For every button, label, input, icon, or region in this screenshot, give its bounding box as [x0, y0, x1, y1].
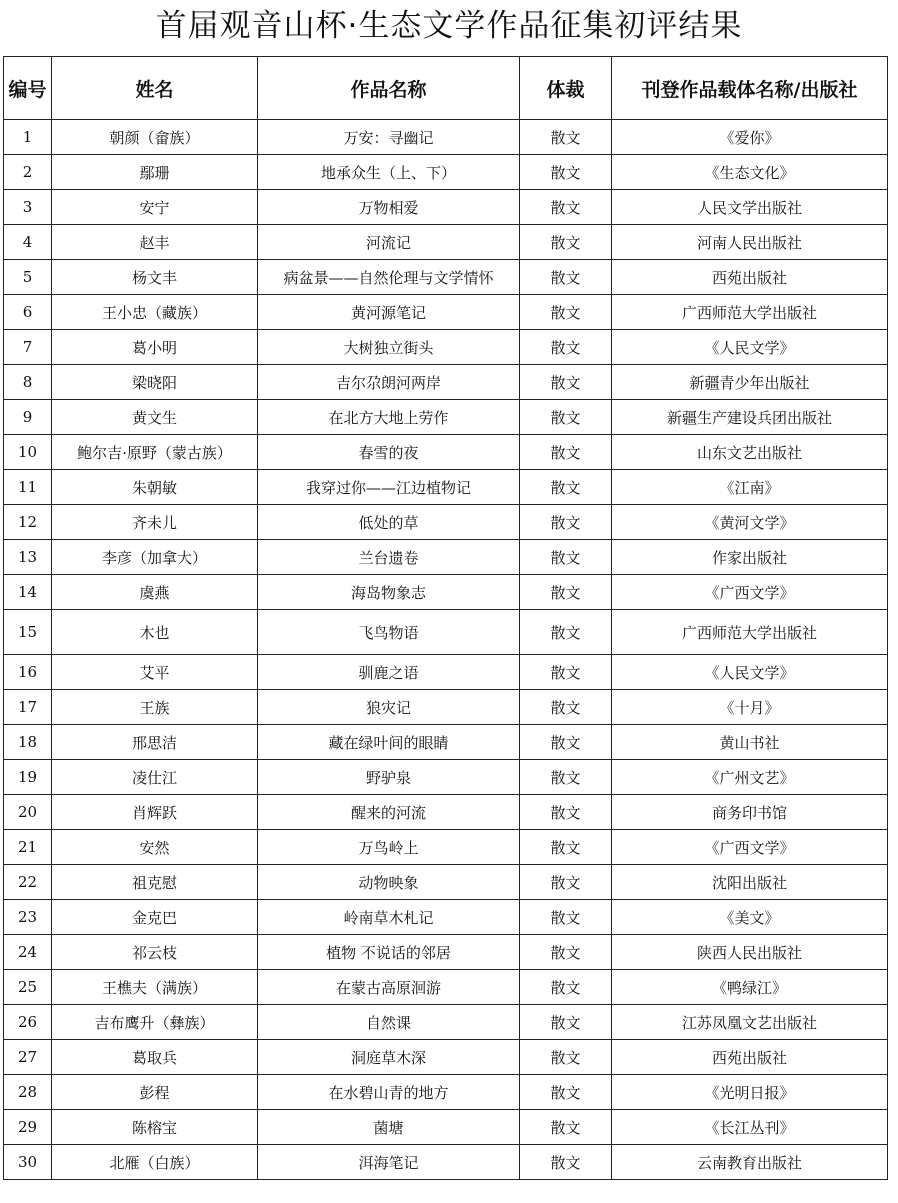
cell-work-title: 我穿过你——江边植物记 — [258, 470, 520, 505]
cell-publisher: 《鸭绿江》 — [612, 970, 888, 1005]
table-row — [4, 295, 888, 330]
cell-genre: 散文 — [520, 1145, 612, 1180]
cell-work-title: 岭南草木札记 — [258, 900, 520, 935]
cell-publisher: 《光明日报》 — [612, 1075, 888, 1110]
table-row — [4, 190, 888, 225]
cell-work-title: 在水碧山青的地方 — [258, 1075, 520, 1110]
header-work-title: 作品名称 — [258, 57, 520, 120]
cell-genre: 散文 — [520, 120, 612, 155]
cell-number: 6 — [4, 295, 52, 330]
cell-genre: 散文 — [520, 725, 612, 760]
cell-genre: 散文 — [520, 830, 612, 865]
cell-publisher: 沈阳出版社 — [612, 865, 888, 900]
cell-genre: 散文 — [520, 435, 612, 470]
cell-publisher: 《人民文学》 — [612, 655, 888, 690]
cell-author: 齐未儿 — [52, 505, 258, 540]
cell-author: 赵丰 — [52, 225, 258, 260]
cell-genre: 散文 — [520, 330, 612, 365]
cell-number: 23 — [4, 900, 52, 935]
cell-publisher: 江苏凤凰文艺出版社 — [612, 1005, 888, 1040]
cell-publisher: 新疆生产建设兵团出版社 — [612, 400, 888, 435]
cell-author: 邢思洁 — [52, 725, 258, 760]
table-row — [4, 540, 888, 575]
cell-genre: 散文 — [520, 1005, 612, 1040]
header-genre: 体裁 — [520, 57, 612, 120]
cell-author: 李彦（加拿大） — [52, 540, 258, 575]
cell-author: 王小忠（藏族） — [52, 295, 258, 330]
cell-work-title: 飞鸟物语 — [258, 610, 520, 655]
cell-work-title: 病盆景——自然伦理与文学情怀 — [258, 260, 520, 295]
cell-work-title: 在北方大地上劳作 — [258, 400, 520, 435]
cell-number: 13 — [4, 540, 52, 575]
cell-genre: 散文 — [520, 365, 612, 400]
table-row — [4, 155, 888, 190]
cell-genre: 散文 — [520, 865, 612, 900]
cell-work-title: 低处的草 — [258, 505, 520, 540]
cell-genre: 散文 — [520, 1110, 612, 1145]
cell-genre: 散文 — [520, 400, 612, 435]
cell-genre: 散文 — [520, 295, 612, 330]
cell-author: 葛取兵 — [52, 1040, 258, 1075]
cell-author: 安然 — [52, 830, 258, 865]
cell-publisher: 《广西文学》 — [612, 575, 888, 610]
cell-number: 4 — [4, 225, 52, 260]
cell-work-title: 地承众生（上、下） — [258, 155, 520, 190]
cell-number: 9 — [4, 400, 52, 435]
cell-genre: 散文 — [520, 760, 612, 795]
table-body — [4, 120, 888, 1180]
cell-genre: 散文 — [520, 505, 612, 540]
table-row — [4, 1040, 888, 1075]
cell-publisher: 山东文艺出版社 — [612, 435, 888, 470]
cell-work-title: 植物 不说话的邻居 — [258, 935, 520, 970]
cell-work-title: 在蒙古高原洄游 — [258, 970, 520, 1005]
table-row — [4, 575, 888, 610]
table-row — [4, 760, 888, 795]
results-table — [3, 56, 888, 1180]
cell-work-title: 野驴泉 — [258, 760, 520, 795]
table-row — [4, 1075, 888, 1110]
cell-publisher: 《长江丛刊》 — [612, 1110, 888, 1145]
cell-genre: 散文 — [520, 690, 612, 725]
cell-number: 1 — [4, 120, 52, 155]
cell-publisher: 陕西人民出版社 — [612, 935, 888, 970]
table-row — [4, 610, 888, 655]
cell-work-title: 菌塘 — [258, 1110, 520, 1145]
cell-number: 14 — [4, 575, 52, 610]
cell-author: 梁晓阳 — [52, 365, 258, 400]
table-row — [4, 260, 888, 295]
cell-author: 凌仕江 — [52, 760, 258, 795]
cell-publisher: 《十月》 — [612, 690, 888, 725]
cell-author: 葛小明 — [52, 330, 258, 365]
cell-number: 8 — [4, 365, 52, 400]
cell-publisher: 广西师范大学出版社 — [612, 610, 888, 655]
cell-publisher: 云南教育出版社 — [612, 1145, 888, 1180]
cell-number: 17 — [4, 690, 52, 725]
cell-genre: 散文 — [520, 1040, 612, 1075]
cell-author: 吉布鹰升（彝族） — [52, 1005, 258, 1040]
cell-author: 朝颜（畲族） — [52, 120, 258, 155]
cell-number: 5 — [4, 260, 52, 295]
table-row — [4, 470, 888, 505]
cell-publisher: 《广州文艺》 — [612, 760, 888, 795]
cell-number: 26 — [4, 1005, 52, 1040]
table-row — [4, 365, 888, 400]
cell-publisher: 《人民文学》 — [612, 330, 888, 365]
cell-author: 杨文丰 — [52, 260, 258, 295]
table-row — [4, 830, 888, 865]
cell-publisher: 《生态文化》 — [612, 155, 888, 190]
page-title: 首届观音山杯·生态文学作品征集初评结果 — [155, 8, 743, 44]
cell-work-title: 驯鹿之语 — [258, 655, 520, 690]
table-row — [4, 655, 888, 690]
cell-work-title: 黄河源笔记 — [258, 295, 520, 330]
cell-work-title: 吉尔尕朗河两岸 — [258, 365, 520, 400]
cell-work-title: 自然课 — [258, 1005, 520, 1040]
table-row — [4, 120, 888, 155]
header-author: 姓名 — [52, 57, 258, 120]
cell-genre: 散文 — [520, 190, 612, 225]
cell-work-title: 藏在绿叶间的眼睛 — [258, 725, 520, 760]
cell-work-title: 大树独立街头 — [258, 330, 520, 365]
table-row — [4, 435, 888, 470]
cell-genre: 散文 — [520, 575, 612, 610]
cell-genre: 散文 — [520, 935, 612, 970]
cell-genre: 散文 — [520, 900, 612, 935]
cell-author: 艾平 — [52, 655, 258, 690]
cell-publisher: 西苑出版社 — [612, 1040, 888, 1075]
cell-author: 祖克慰 — [52, 865, 258, 900]
cell-work-title: 动物映象 — [258, 865, 520, 900]
cell-genre: 散文 — [520, 1075, 612, 1110]
cell-author: 虞燕 — [52, 575, 258, 610]
cell-publisher: 《黄河文学》 — [612, 505, 888, 540]
cell-number: 19 — [4, 760, 52, 795]
cell-work-title: 海岛物象志 — [258, 575, 520, 610]
cell-number: 24 — [4, 935, 52, 970]
cell-work-title: 狼灾记 — [258, 690, 520, 725]
table-row — [4, 400, 888, 435]
table-row — [4, 1110, 888, 1145]
table-row — [4, 935, 888, 970]
cell-number: 29 — [4, 1110, 52, 1145]
table-row — [4, 225, 888, 260]
cell-number: 15 — [4, 610, 52, 655]
cell-genre: 散文 — [520, 970, 612, 1005]
cell-publisher: 《广西文学》 — [612, 830, 888, 865]
cell-work-title: 万物相爱 — [258, 190, 520, 225]
cell-genre: 散文 — [520, 225, 612, 260]
cell-publisher: 商务印书馆 — [612, 795, 888, 830]
cell-publisher: 人民文学出版社 — [612, 190, 888, 225]
cell-publisher: 西苑出版社 — [612, 260, 888, 295]
table-row — [4, 330, 888, 365]
cell-work-title: 万安：寻幽记 — [258, 120, 520, 155]
cell-author: 安宁 — [52, 190, 258, 225]
cell-author: 祁云枝 — [52, 935, 258, 970]
cell-work-title: 河流记 — [258, 225, 520, 260]
table-header-row — [4, 57, 888, 120]
cell-number: 16 — [4, 655, 52, 690]
cell-author: 北雁（白族） — [52, 1145, 258, 1180]
table-row — [4, 1005, 888, 1040]
cell-number: 3 — [4, 190, 52, 225]
cell-author: 金克巴 — [52, 900, 258, 935]
cell-genre: 散文 — [520, 540, 612, 575]
cell-author: 鲍尔吉·原野（蒙古族） — [52, 435, 258, 470]
cell-author: 彭程 — [52, 1075, 258, 1110]
cell-work-title: 醒来的河流 — [258, 795, 520, 830]
cell-author: 鄢珊 — [52, 155, 258, 190]
cell-publisher: 《美文》 — [612, 900, 888, 935]
cell-publisher: 《爱你》 — [612, 120, 888, 155]
cell-genre: 散文 — [520, 655, 612, 690]
cell-number: 10 — [4, 435, 52, 470]
table-row — [4, 725, 888, 760]
table-row — [4, 900, 888, 935]
cell-number: 11 — [4, 470, 52, 505]
cell-genre: 散文 — [520, 260, 612, 295]
cell-number: 28 — [4, 1075, 52, 1110]
cell-genre: 散文 — [520, 155, 612, 190]
cell-number: 12 — [4, 505, 52, 540]
table-row — [4, 865, 888, 900]
cell-publisher: 河南人民出版社 — [612, 225, 888, 260]
cell-work-title: 万鸟岭上 — [258, 830, 520, 865]
cell-author: 黄文生 — [52, 400, 258, 435]
cell-work-title: 洞庭草木深 — [258, 1040, 520, 1075]
cell-author: 朱朝敏 — [52, 470, 258, 505]
header-publisher: 刊登作品载体名称/出版社 — [612, 57, 888, 120]
cell-author: 陈榕宝 — [52, 1110, 258, 1145]
cell-publisher: 广西师范大学出版社 — [612, 295, 888, 330]
table-row — [4, 1145, 888, 1180]
cell-number: 30 — [4, 1145, 52, 1180]
cell-number: 20 — [4, 795, 52, 830]
table-row — [4, 505, 888, 540]
cell-author: 王族 — [52, 690, 258, 725]
cell-genre: 散文 — [520, 610, 612, 655]
table-row — [4, 690, 888, 725]
table-row — [4, 970, 888, 1005]
cell-number: 21 — [4, 830, 52, 865]
cell-publisher: 黄山书社 — [612, 725, 888, 760]
cell-number: 2 — [4, 155, 52, 190]
cell-number: 27 — [4, 1040, 52, 1075]
cell-publisher: 《江南》 — [612, 470, 888, 505]
cell-work-title: 兰台遗卷 — [258, 540, 520, 575]
cell-author: 木也 — [52, 610, 258, 655]
cell-publisher: 作家出版社 — [612, 540, 888, 575]
cell-number: 18 — [4, 725, 52, 760]
cell-number: 25 — [4, 970, 52, 1005]
cell-work-title: 洱海笔记 — [258, 1145, 520, 1180]
header-number: 编号 — [4, 57, 52, 120]
cell-genre: 散文 — [520, 470, 612, 505]
cell-genre: 散文 — [520, 795, 612, 830]
table-row — [4, 795, 888, 830]
cell-publisher: 新疆青少年出版社 — [612, 365, 888, 400]
cell-number: 7 — [4, 330, 52, 365]
cell-number: 22 — [4, 865, 52, 900]
cell-work-title: 春雪的夜 — [258, 435, 520, 470]
cell-author: 王樵夫（满族） — [52, 970, 258, 1005]
cell-author: 肖辉跃 — [52, 795, 258, 830]
